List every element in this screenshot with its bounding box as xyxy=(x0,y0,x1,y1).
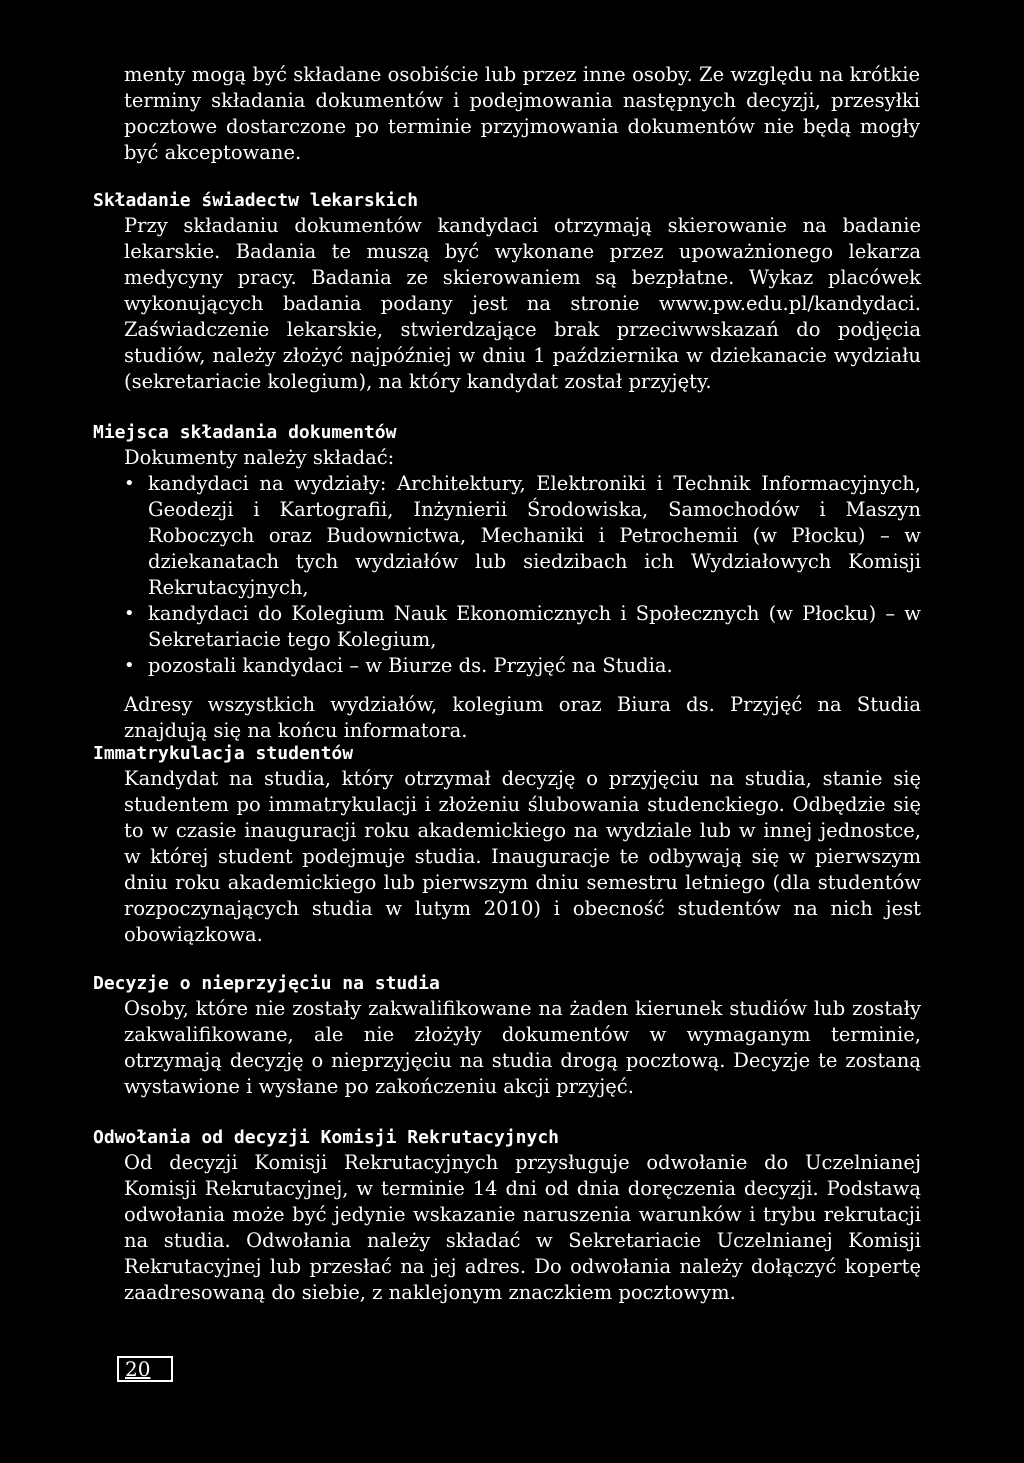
heading-medical: Składanie świadectw lekarskich xyxy=(93,190,419,211)
page-number: 20 xyxy=(117,1356,173,1382)
list-item: • pozostali kandydaci – w Biurze ds. Przyjęć na Studia. xyxy=(124,653,921,679)
matriculation-paragraph: Kandydat na studia, który otrzymał decyzję o przyjęciu na studia, stanie się studentem po immatrykulacji i złożeniu ślubowania studenckiego. Odbędzie się to w czasie inauguracji roku akademickiego na wydziale lub w innej jednostce, w której student podejmuje studia. Inauguracje te odbywają się w pierwszym dniu roku akademickiego lub pierwszym dniu semestru letniego (dla studentów rozpoczynających studia w lutym 2010) i obecność studentów na nich jest obowiązkowa. xyxy=(124,767,921,946)
heading-rejection: Decyzje o nieprzyjęciu na studia xyxy=(93,973,440,994)
places-section-body xyxy=(124,445,921,744)
intro-paragraph: menty mogą być składane osobiście lub przez inne osoby. Ze względu na krótkie terminy składania dokumentów i podejmowania następnych decyzji, przesyłki pocztowe dostarczone po terminie przyjmowania dokumentów nie będą mogły być akceptowane. xyxy=(124,63,920,164)
rejection-paragraph: Osoby, które nie zostały zakwalifikowane na żaden kierunek studiów lub zostały zakwalifikowane, ale nie złożyły dokumentów w wymaganym terminie, otrzymają decyzję o nieprzyjęciu na studia drogą pocztową. Decyzje te zostaną wystawione i wysłane po zakończeniu akcji przyjęć. xyxy=(124,997,921,1098)
heading-matriculation: Immatrykulacja studentów xyxy=(93,743,354,764)
places-note: Adresy wszystkich wydziałów, kolegium oraz Biura ds. Przyjęć na Studia znajdują się na końcu informatora. xyxy=(124,693,921,742)
medical-paragraph: Przy składaniu dokumentów kandydaci otrzymają skierowanie na badanie lekarskie. Badania te muszą być wykonane przez upoważnionego lekarza medycyny pracy. Badania ze skierowaniem są bezpłatne. Wykaz placówek wykonujących badania podany jest na stronie www.pw.edu.pl/kandydaci. Zaświadczenie lekarskie, stwierdzające brak przeciwwskazań do podjęcia studiów, należy złożyć najpóźniej w dniu 1 października w dziekanacie wydziału (sekretariacie kolegium), na który kandydat został przyjęty. xyxy=(124,214,921,393)
heading-places: Miejsca składania dokumentów xyxy=(93,422,397,443)
places-list xyxy=(124,471,921,679)
heading-appeals: Odwołania od decyzji Komisji Rekrutacyjnych xyxy=(93,1127,559,1148)
list-item: • kandydaci na wydziały: Architektury, Elektroniki i Technik Informacyjnych, Geodezji i Kartografii, Inżynierii Środowiska, Samochodów i Maszyn Roboczych oraz Budownictwa, Mechaniki i Petrochemii (w Płocku) – w dziekanatach tych wydziałów lub siedzibach ich Wydziałowych Komisji Rekrutacyjnych, xyxy=(124,471,921,601)
places-intro: Dokumenty należy składać: xyxy=(124,446,395,469)
list-item: • kandydaci do Kolegium Nauk Ekonomicznych i Społecznych (w Płocku) – w Sekretariacie tego Kolegium, xyxy=(124,601,921,653)
appeals-paragraph: Od decyzji Komisji Rekrutacyjnych przysługuje odwołanie do Uczelnianej Komisji Rekrutacyjnej, w terminie 14 dni od dnia doręczenia decyzji. Podstawą odwołania może być jedynie wskazanie naruszenia warunków i trybu rekrutacji na studia. Odwołania należy składać w Sekretariacie Uczelnianej Komisji Rekrutacyjnej lub przesłać na jej adres. Do odwołania należy dołączyć kopertę zaadresowaną do siebie, z naklejonym znaczkiem pocztowym. xyxy=(124,1151,921,1304)
